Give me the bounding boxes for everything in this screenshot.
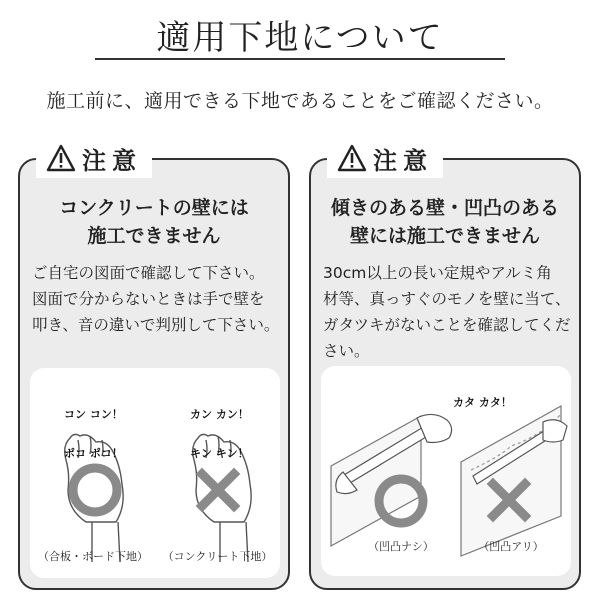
caution-card-uneven (309, 146, 581, 590)
caution-label (327, 138, 443, 178)
card-heading (20, 194, 288, 250)
ok-caption: （合板・ボード下地） (38, 550, 148, 563)
ok-sound-text (64, 382, 123, 486)
caution-label (36, 138, 152, 178)
sound-line: カン カン！ (190, 408, 249, 421)
card-heading-line: コンクリートの壁には (59, 197, 249, 219)
body-line: 30cm以上の長い定規やアルミ角 (323, 264, 552, 282)
card-heading-line: 壁には施工できません (349, 225, 540, 247)
ng-caption: （コンクリート下地） (162, 550, 273, 563)
ng-caption: （凹凸アリ） (478, 540, 544, 553)
body-line: 叩き、音の違いで判別して下さい。 (32, 316, 280, 334)
card-body (32, 260, 282, 338)
card-heading (311, 194, 579, 250)
body-line: さい。 (323, 342, 370, 360)
body-line: 材等、真っすぐのモノを壁に当て、 (323, 290, 571, 308)
page-subtitle: 施工前に、適用できる下地であることをご確認ください。 (46, 90, 554, 112)
ruler-on-wall-icon (461, 406, 567, 556)
ng-sound-text: カタ カタ！ (453, 396, 512, 409)
ng-sound-text (190, 382, 249, 486)
ruler-test-illustration (321, 366, 571, 576)
sound-line: コン コン！ (64, 408, 123, 421)
title-underline (95, 58, 505, 60)
card-body (323, 260, 573, 364)
body-line: 図面で分からないときは手で壁を (32, 290, 265, 308)
warning-triangle-icon (46, 144, 76, 172)
card-heading-line: 施工できません (87, 225, 221, 247)
caution-text: 注意 (82, 146, 142, 175)
caution-text: 注意 (373, 146, 433, 175)
caution-card-concrete (18, 146, 290, 590)
sound-line: ポコ ポコ！ (64, 447, 123, 460)
sound-line: キン キン！ (190, 447, 249, 460)
knock-test-illustration (30, 368, 280, 578)
body-line: ご自宅の図面で確認して下さい。 (32, 264, 265, 282)
ok-caption: （凹凸ナシ） (368, 540, 434, 553)
page-title: 適用下地について (156, 18, 444, 58)
body-line: ガタツキがないことを確認してくだ (323, 316, 571, 334)
warning-triangle-icon (337, 144, 367, 172)
card-heading-line: 傾きのある壁・凹凸のある (330, 197, 559, 219)
